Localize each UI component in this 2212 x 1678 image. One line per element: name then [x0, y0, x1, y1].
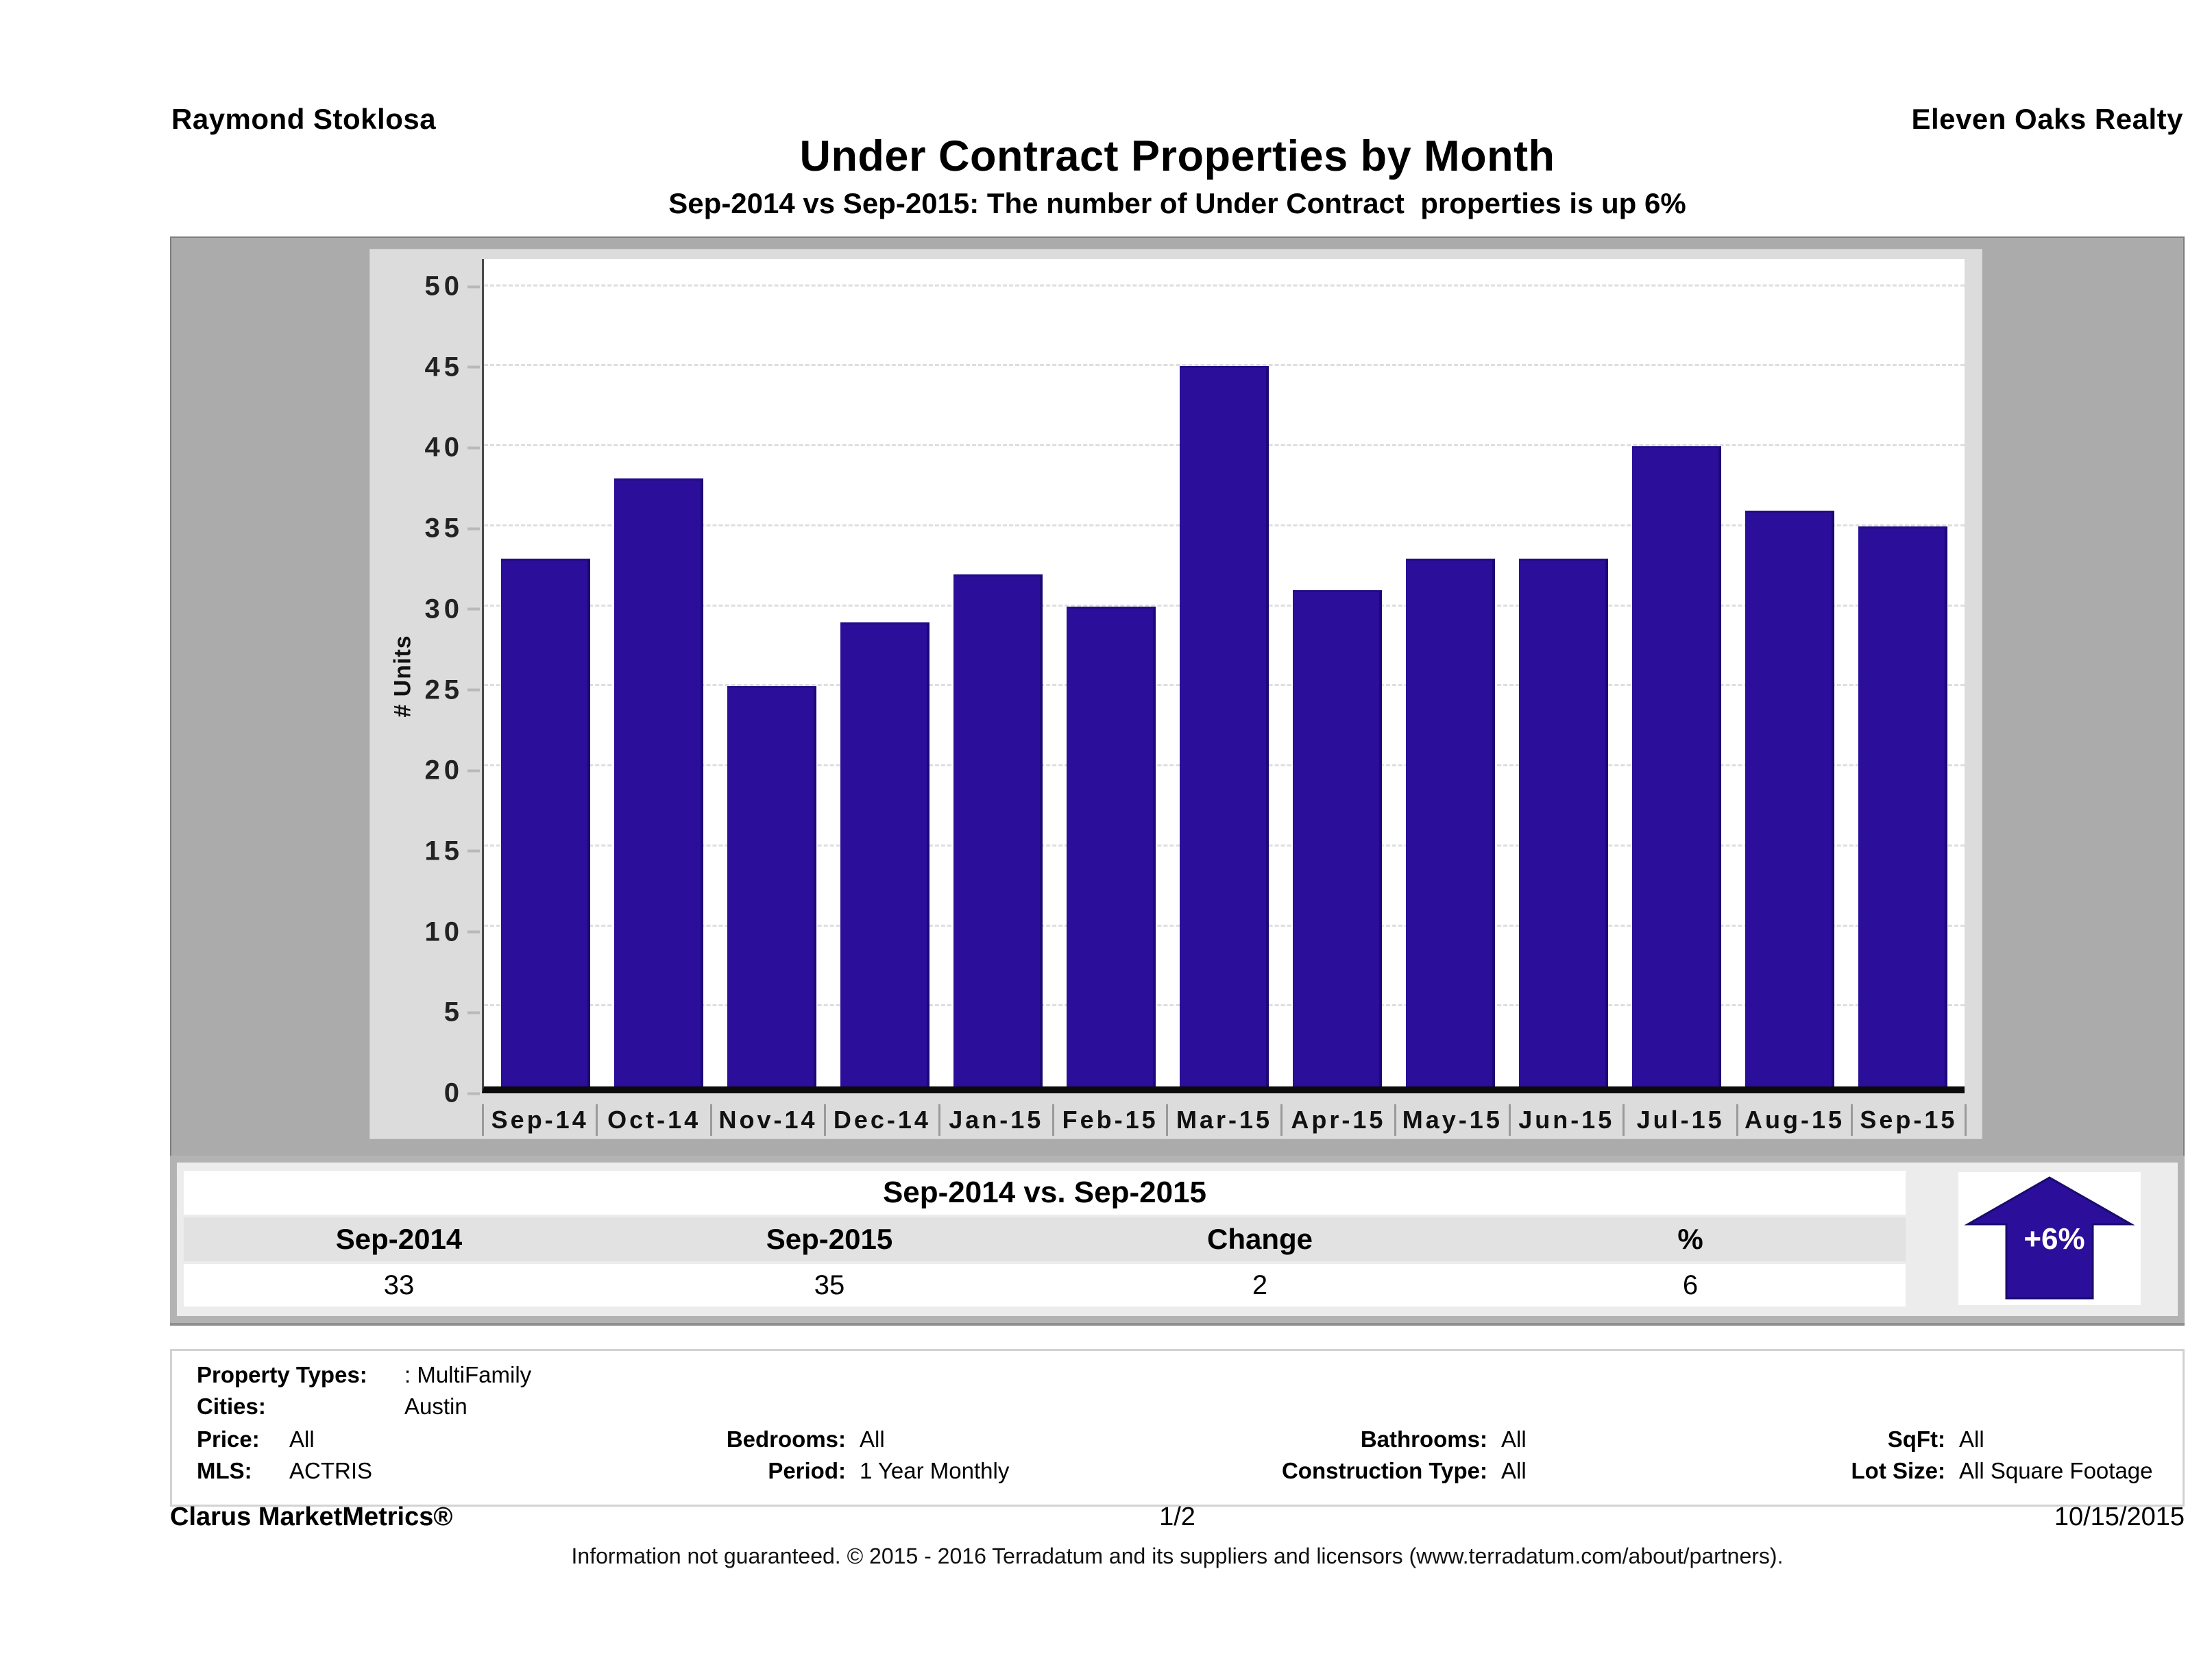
x-axis-label: May-15	[1394, 1104, 1508, 1136]
y-axis-tick-label: 5	[443, 997, 463, 1028]
bars	[484, 259, 1965, 1086]
footer-brand: Clarus MarketMetrics®	[170, 1503, 453, 1531]
filter-label: Period:	[768, 1458, 846, 1483]
footer	[170, 1503, 2185, 1544]
bar-Aug-15	[1745, 511, 1834, 1086]
company-name: Eleven Oaks Realty	[1911, 103, 2183, 135]
filter-row	[197, 1426, 2169, 1452]
bar-Apr-15	[1293, 590, 1382, 1086]
y-axis-tick-mark	[467, 608, 480, 611]
filter-label: Property Types:	[197, 1362, 367, 1387]
summary-column-header: Sep-2014	[335, 1223, 463, 1255]
x-axis-label: Dec-14	[824, 1104, 938, 1136]
y-axis-tick-mark	[467, 931, 480, 934]
bar-Sep-15	[1858, 526, 1947, 1086]
filter-value: All	[1501, 1426, 1527, 1452]
y-axis-tick	[444, 997, 480, 1028]
page-number: 1/2	[1159, 1503, 1195, 1531]
y-axis-tick	[444, 1078, 480, 1109]
summary-value: 33	[383, 1269, 415, 1300]
filter-value: ACTRIS	[289, 1458, 373, 1483]
filters-box	[170, 1349, 2185, 1507]
x-axis-label: Jun-15	[1509, 1104, 1622, 1136]
y-axis-tick-label: 25	[424, 674, 463, 705]
bar-Jun-15	[1519, 559, 1608, 1086]
y-axis-tick	[425, 271, 481, 302]
filter-row	[197, 1458, 2169, 1484]
filter-label: Price:	[197, 1426, 260, 1452]
x-axis-label: Mar-15	[1166, 1104, 1280, 1136]
up-arrow-icon	[1958, 1172, 2141, 1305]
disclaimer: Information not guaranteed. © 2015 - 2016 Terradatum and its suppliers and licensors (www.terradatum.com/about/partners).	[571, 1544, 1784, 1568]
x-axis-label: Nov-14	[710, 1104, 824, 1136]
filter-label: Cities:	[197, 1394, 266, 1419]
x-axis-label: Feb-15	[1052, 1104, 1166, 1136]
summary-column-header: Change	[1206, 1223, 1313, 1255]
summary-value: 2	[1252, 1269, 1268, 1300]
y-axis-tick	[425, 674, 481, 705]
x-axis-labels	[482, 1100, 1967, 1140]
agent-name: Raymond Stoklosa	[171, 103, 437, 135]
summary-section	[170, 1156, 2185, 1326]
y-axis-tick	[425, 594, 481, 624]
x-axis-label: Jul-15	[1622, 1104, 1736, 1136]
badge-label: +6%	[2023, 1222, 2085, 1256]
y-axis-tick-mark	[467, 366, 480, 369]
y-axis-tick	[425, 836, 481, 866]
bar-Mar-15	[1180, 366, 1269, 1086]
y-axis-tick	[425, 513, 481, 544]
summary-value-row	[184, 1264, 1906, 1306]
summary-inner	[177, 1163, 2178, 1316]
filter-label: MLS:	[197, 1458, 252, 1483]
y-axis-tick-mark	[467, 769, 480, 772]
y-axis-tick-mark	[467, 527, 480, 530]
report-header	[170, 96, 2185, 233]
x-axis-label: Jan-15	[938, 1104, 1052, 1136]
filter-label: Lot Size:	[1851, 1458, 1945, 1483]
x-axis-label: Aug-15	[1736, 1104, 1850, 1136]
y-axis-tick-label: 35	[424, 513, 463, 544]
y-axis-tick	[425, 916, 481, 947]
y-axis-title-text: # Units	[389, 635, 416, 718]
y-axis-tick	[425, 755, 481, 786]
y-axis-tick-mark	[467, 1011, 480, 1014]
y-axis-tick-label: 10	[424, 916, 463, 947]
summary-column-header: Sep-2015	[766, 1223, 893, 1255]
y-axis-tick-label: 0	[443, 1078, 463, 1108]
filter-value: All	[860, 1426, 885, 1452]
bar-Feb-15	[1067, 607, 1156, 1086]
y-axis-tick-mark	[467, 689, 480, 692]
y-axis-tick-label: 45	[424, 352, 463, 382]
y-axis-tick-mark	[467, 1092, 480, 1095]
plot-area	[482, 259, 1965, 1093]
filter-label: Construction Type:	[1281, 1458, 1487, 1483]
filter-value: All	[1501, 1458, 1527, 1483]
filter-label: Bedrooms:	[726, 1426, 846, 1452]
bar-Dec-14	[840, 622, 929, 1086]
filter-value: Austin	[404, 1394, 467, 1419]
summary-title: Sep-2014 vs. Sep-2015	[184, 1171, 1906, 1215]
y-axis-tick	[425, 352, 481, 382]
filter-label: SqFt:	[1887, 1426, 1945, 1452]
x-axis-label: Sep-14	[482, 1104, 596, 1136]
page-title: Under Contract Properties by Month	[799, 132, 1555, 180]
bar-Jul-15	[1632, 446, 1721, 1086]
filter-row	[197, 1394, 2169, 1420]
bar-Jan-15	[953, 574, 1043, 1086]
filter-value: All	[289, 1426, 315, 1452]
y-axis-tick-label: 40	[424, 432, 463, 463]
filter-value: All	[1959, 1426, 1984, 1452]
y-axis-tick-label: 20	[424, 755, 463, 786]
y-axis-tick-label: 15	[424, 836, 463, 866]
change-badge	[1958, 1172, 2141, 1305]
bar-May-15	[1406, 559, 1495, 1086]
filter-row	[197, 1362, 2169, 1388]
filter-value: 1 Year Monthly	[860, 1458, 1010, 1483]
x-axis-label: Oct-14	[596, 1104, 709, 1136]
x-axis-label: Sep-15	[1851, 1104, 1967, 1136]
y-axis-tick	[425, 433, 481, 463]
x-axis-label: Apr-15	[1280, 1104, 1394, 1136]
y-axis-tick-label: 30	[424, 594, 463, 624]
y-axis-tick-mark	[467, 850, 480, 853]
footer-date: 10/15/2015	[2054, 1503, 2185, 1531]
y-axis-tick-label: 50	[424, 271, 463, 302]
chart-frame	[170, 236, 2185, 1158]
page-subtitle: Sep-2014 vs Sep-2015: The number of Under Contract properties is up 6%	[668, 187, 1686, 219]
filter-value: : MultiFamily	[404, 1362, 532, 1387]
chart-panel	[369, 249, 1982, 1139]
summary-column-header: %	[1677, 1223, 1703, 1255]
bar-Oct-14	[614, 478, 703, 1086]
filter-value: All Square Footage	[1959, 1458, 2153, 1483]
y-axis-labels	[370, 259, 480, 1108]
y-axis-tick-mark	[467, 446, 480, 449]
filter-label: Bathrooms:	[1360, 1426, 1487, 1452]
summary-value: 6	[1682, 1269, 1699, 1300]
summary-header-row	[184, 1217, 1906, 1261]
bar-Nov-14	[727, 686, 816, 1086]
summary-value: 35	[814, 1269, 845, 1300]
bar-Sep-14	[501, 559, 590, 1086]
y-axis-tick-mark	[467, 285, 480, 288]
